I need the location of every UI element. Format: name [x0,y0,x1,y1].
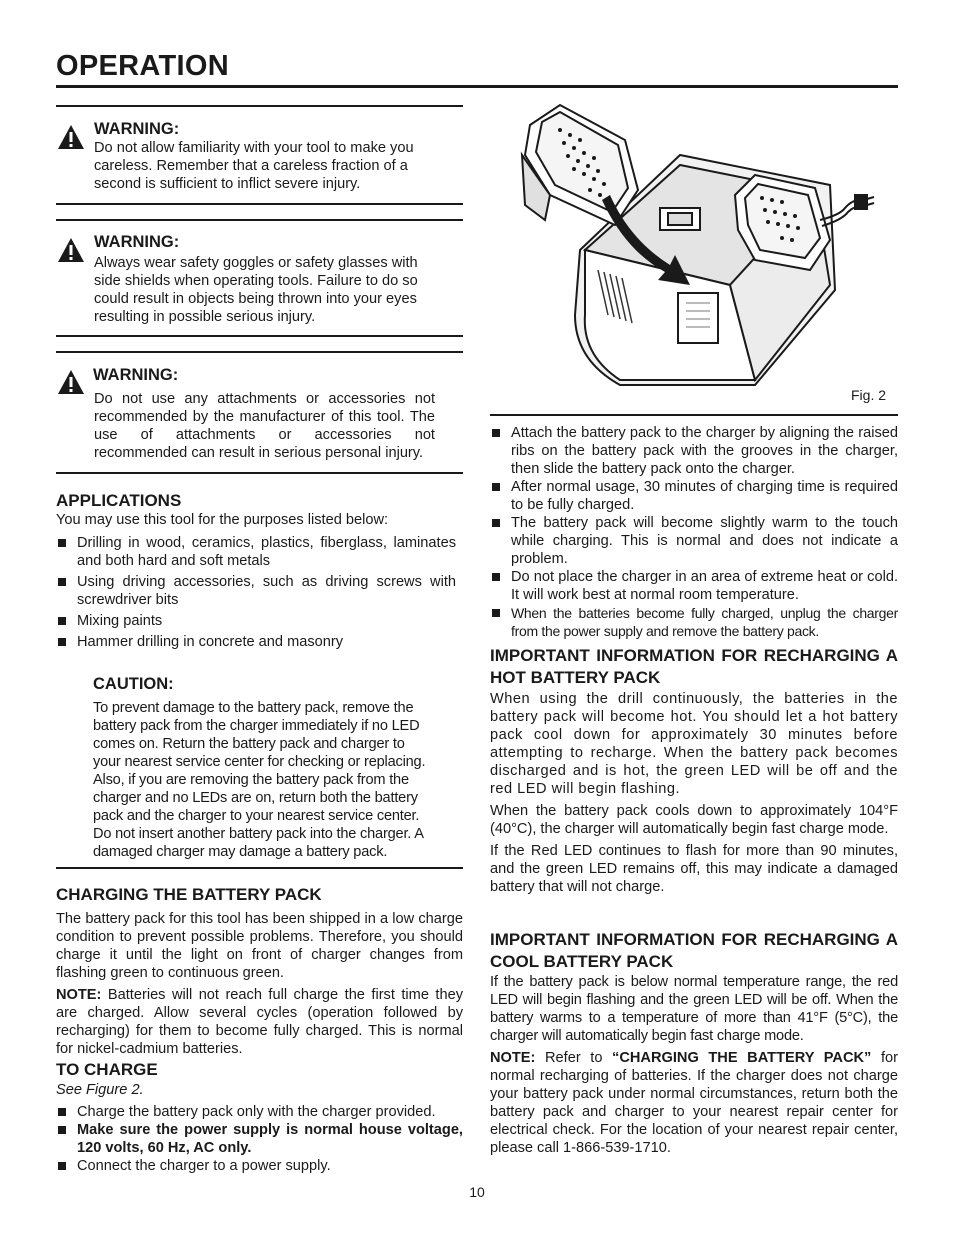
charging-text: The battery pack for this tool has been shipped in a low charge condition to prevent possible problems. Therefore, you should charge it until the light on front of charger changes from flashing green to continuous green. [56,911,463,981]
figure-reference: See Figure 2. [56,1082,144,1098]
list-item: The battery pack will become slightly warm to the touch while charging. This is normal and does not indicate a problem. [490,514,898,568]
page-number: 10 [469,1184,485,1200]
list-item: Using driving accessories, such as driving screws with screwdriver bits [56,573,456,609]
charging-note [56,986,463,1058]
list-item: Drilling in wood, ceramics, plastics, fiberglass, laminates and both hard and soft metals [56,534,456,570]
caution-text: To prevent damage to the battery pack, remove the battery pack from the charger immediately if no LED comes on. Return the battery pack and charger to your nearest service center for checking or replacing. Also, if you are removing the battery pack from the charger and no LEDs are on, return both the battery pack and the charger to your nearest service center. Do not insert another battery pack into the charger. A damaged charger may damage a battery pack. [93,700,426,860]
list-item: Connect the charger to a power supply. [56,1157,463,1175]
divider [56,472,463,474]
warning-label: WARNING: [94,233,180,251]
paragraph: When the battery pack cools down to approximately 104°F (40°C), the charger will automatically begin fast charge mode. [490,803,898,837]
applications-list [56,534,456,651]
cool-battery-heading: IMPORTANT INFORMATION FOR RECHARGING A COOL BATTERY PACK [490,930,898,971]
list-item: Attach the battery pack to the charger by aligning the raised ribs on the battery pack with the grooves in the charger, then slide the battery pack onto the charger. [490,424,898,478]
paragraph: When using the drill continuously, the batteries in the battery pack will become hot. You should let a hot battery pack cool down for approximately 30 minutes before attempting to recharge. When the battery pack becomes discharged and is hot, the green LED will be off and the red LED will begin flashing. [490,691,898,797]
figure-label: Fig. 2 [851,387,887,403]
list-item: When the batteries become fully charged, unplug the charger from the power supply and remove the battery pack. [490,604,898,640]
list-item: After normal usage, 30 minutes of charging time is required to be fully charged. [490,478,898,514]
divider [56,219,463,221]
list-item: Make sure the power supply is normal house voltage, 120 volts, 60 Hz, AC only. [56,1121,463,1157]
warning-label: WARNING: [93,366,179,384]
note-text: Batteries will not reach full charge the first time they are charged. Allow several cycles (operation followed by recharging) for them to become fully charged. This is normal for nickel-cadmium batteries. [56,987,464,1057]
list-item: Hammer drilling in concrete and masonry [56,633,456,651]
note-reference: “CHARGING THE BATTERY PACK” [612,1050,872,1066]
warning-triangle-icon [57,237,85,263]
warning-text: Do not allow familiarity with your tool to make you careless. Remember that a careless fraction of a second is sufficient to inflict severe injury. [94,140,414,192]
list-item: Do not place the charger in an area of extreme heat or cold. It will work best at normal room temperature. [490,568,898,604]
paragraph: If the Red LED continues to flash for more than 90 minutes, and the green LED remains off, this may indicate a damaged battery that will not charge. [490,843,898,895]
warning-text: Do not use any attachments or accessories not recommended by the manufacturer of this tool. The use of attachments or accessories not recommended can result in serious personal injury. [94,391,435,461]
divider [56,105,463,107]
caution-label: CAUTION: [93,675,174,693]
cool-battery-note [490,1049,898,1157]
applications-heading: APPLICATIONS [56,491,182,510]
divider [56,351,463,353]
to-charge-heading: TO CHARGE [56,1060,158,1079]
list-item: Charge the battery pack only with the charger provided. [56,1103,463,1121]
charging-steps-list [490,424,898,640]
page-title: OPERATION [56,50,229,82]
divider [56,867,463,869]
warning-triangle-icon [57,124,85,150]
divider [56,335,463,337]
note-text: Refer to [545,1050,603,1066]
hot-battery-text [490,690,898,900]
warning-triangle-icon [57,369,85,395]
divider [56,203,463,205]
note-label: NOTE: [490,1050,536,1066]
title-rule [56,85,898,88]
charging-heading: CHARGING THE BATTERY PACK [56,885,322,904]
hot-battery-heading: IMPORTANT INFORMATION FOR RECHARGING A HOT BATTERY PACK [490,646,898,687]
applications-intro: You may use this tool for the purposes listed below: [56,512,389,528]
cool-battery-text: If the battery pack is below normal temperature range, the red LED will begin flashing and the green LED will be off. When the battery warms to a temperature of more than 41°F (5°C), the charger will automatically begin fast charge mode. [490,974,898,1044]
to-charge-list [56,1103,463,1175]
warning-text: Always wear safety goggles or safety glasses with side shields when operating tools. Failure to do so could result in objects being thrown into your eyes resulting in possible serious injury. [94,255,418,325]
list-item: Mixing paints [56,612,456,630]
battery-pack [522,105,638,225]
note-text: for normal recharging of batteries. If the charger does not charge your battery pack under normal circumstances, return both the battery pack and charger to your nearest repair center for electrical check. For the location of your nearest repair center, please call 1-866-539-1710. [490,1050,898,1156]
divider [490,414,898,416]
note-label: NOTE: [56,987,102,1003]
warning-label: WARNING: [94,120,180,138]
charger-illustration [500,100,880,400]
